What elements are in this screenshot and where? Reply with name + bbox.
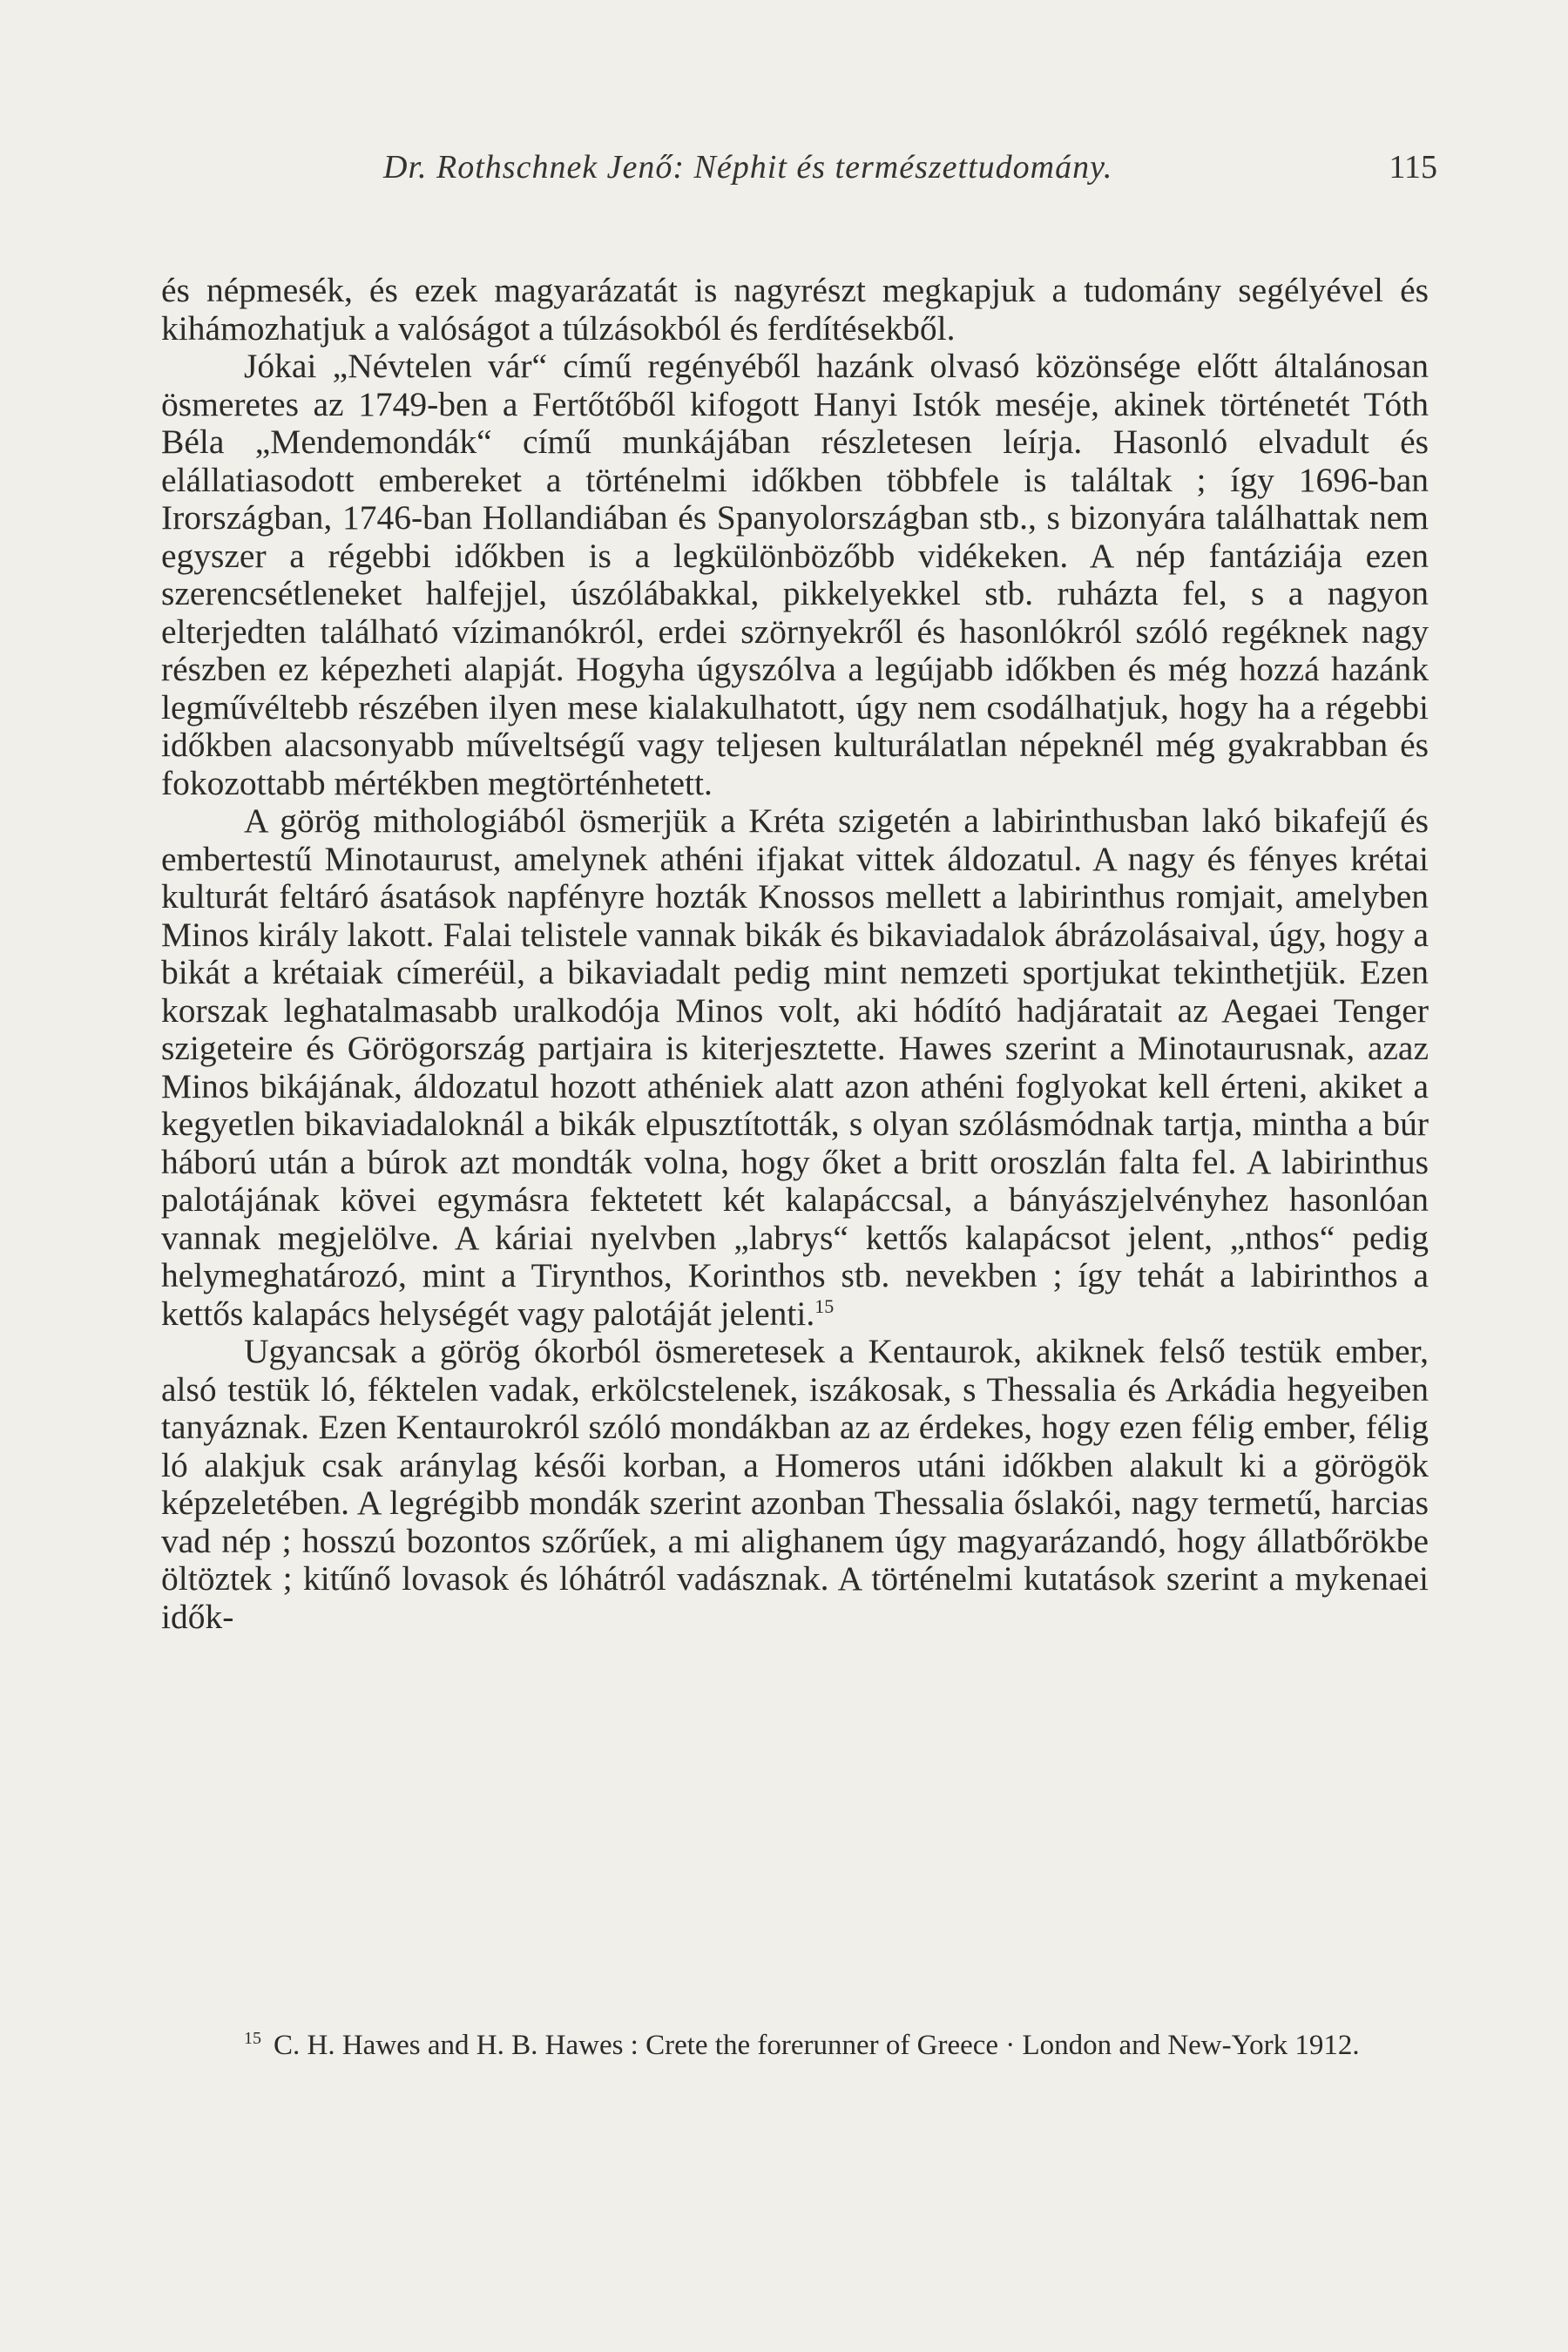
footnote-text: C. H. Hawes and H. B. Hawes : Crete the forerunner of Greece · London and New-York 1912. bbox=[274, 2030, 1360, 2061]
paragraph-3 bbox=[161, 802, 1429, 1333]
page-number: 115 bbox=[1389, 149, 1437, 186]
paragraph-3-text: A görög mithologiából ösmerjük a Kréta szigetén a labirinthusban lakó bikafejű és embertestű Minotaurust, amelynek athéni ifjakat vittek áldozatul. A nagy és fényes krétai kulturát feltáró ásatások napfényre hozták Knossos mellett a labirinthus romjait, amelyben Minos király lakott. Falai telistele vannak bikák és bikaviadalok ábrázolásaival, úgy, hogy a bikát a krétaiak címeréül, a bikaviadalt pedig mint nemzeti sportjukat tekinthetjük. Ezen korszak leghatalmasabb uralkodója Minos volt, aki hódító hadjáratait az Aegaei Tenger szigeteire és Görögország partjaira is kiterjesztette. Hawes szerint a Minotaurusnak, azaz Minos bikájának, áldozatul hozott athéniek alatt azon athéni foglyokat kell érteni, akiket a kegyetlen bikaviadaloknál a bikák elpusztították, s olyan szólásmódnak tartja, mintha a búr háború után a búrok azt mondták volna, hogy őket a britt oroszlán falta fel. A labirinthus palotájának kövei egymásra fektetett két kalapáccsal, a bányászjelvényhez hasonlóan vannak megjelölve. A káriai nyelvben „labrys“ kettős kalapácsot jelent, „nthos“ pedig helymeghatározó, mint a Tirynthos, Korinthos stb. nevekben ; így tehát a labirinthos a kettős kalapács helységét vagy palotáját jelenti. bbox=[161, 801, 1429, 1333]
running-head bbox=[0, 148, 1568, 200]
paragraph-2-text: Jókai „Névtelen vár“ című regényéből hazánk olvasó közönsége előtt általánosan ösmeretes az 1749-ben a Fertőtőből kifogott Hanyi Istók meséje, akinek történetét Tóth Béla „Mendemondák“ című munkájában részletesen leírja. Hasonló elvadult és elállatiasodott embereket a történelmi időkben többfele is találtak ; így 1696-ban Irországban, 1746-ban Hollandiában és Spanyolországban stb., s bizonyára találhattak nem egyszer a régebbi időkben is a legkülönbözőbb vidékeken. A nép fantáziája ezen szerencsétleneket halfejjel, úszólábakkal, pikkelyekkel stb. ruházta fel, s a nagyon elterjedten található vízimanókról, erdei szörnyekről és hasonlókról szóló regéknek nagy részben ez képezheti alapját. Hogyha úgyszólva a legújabb időkben és még hozzá hazánk legművéltebb részében ilyen mese kialakulhatott, úgy nem csodálhatjuk, hogy ha a régebbi időkben alacsonyabb műveltségű vagy teljesen kulturálatlan népeknél még gyakrabban és fokozottabb mértékben megtörténhetett. bbox=[161, 347, 1429, 802]
body-text bbox=[161, 272, 1429, 1636]
running-title: Dr. Rothschnek Jenő: Néphit és természettudomány. bbox=[383, 149, 1113, 186]
paragraph-4-text: Ugyancsak a görög ókorból ösmeretesek a Kentaurok, akiknek felső testük ember, alsó testük ló, féktelen vadak, erkölcstelenek, iszákosak, s Thessalia és Arkádia hegyeiben tanyáznak. Ezen Kentaurokról szóló mondákban az az érdekes, hogy ezen félig ember, félig ló alakjuk csak aránylag késői korban, a Homeros utáni időkben alakult ki a görögök képzeletében. A legrégibb mondák szerint azonban Thessalia őslakói, nagy termetű, harcias vad nép ; hosszú bozontos szőrűek, a mi alighanem úgy magyarázandó, hogy állatbőrökbe öltöztek ; kitűnő lovasok és lóhátról vadásznak. A történelmi kutatások szerint a mykenaei idők- bbox=[161, 1332, 1429, 1636]
footnote-reference: 15 bbox=[814, 1294, 835, 1317]
paragraph-1 bbox=[161, 272, 1429, 348]
paragraph-2 bbox=[161, 348, 1429, 802]
footnote-number: 15 bbox=[244, 2029, 261, 2048]
paragraph-1-text: és népmesék, és ezek magyarázatát is nagyrészt megkapjuk a tudomány segélyével és kihámozhatjuk a valóságot a túlzásokból és ferdítésekből. bbox=[161, 271, 1429, 348]
footnote bbox=[161, 2028, 1429, 2063]
paragraph-4 bbox=[161, 1333, 1429, 1636]
